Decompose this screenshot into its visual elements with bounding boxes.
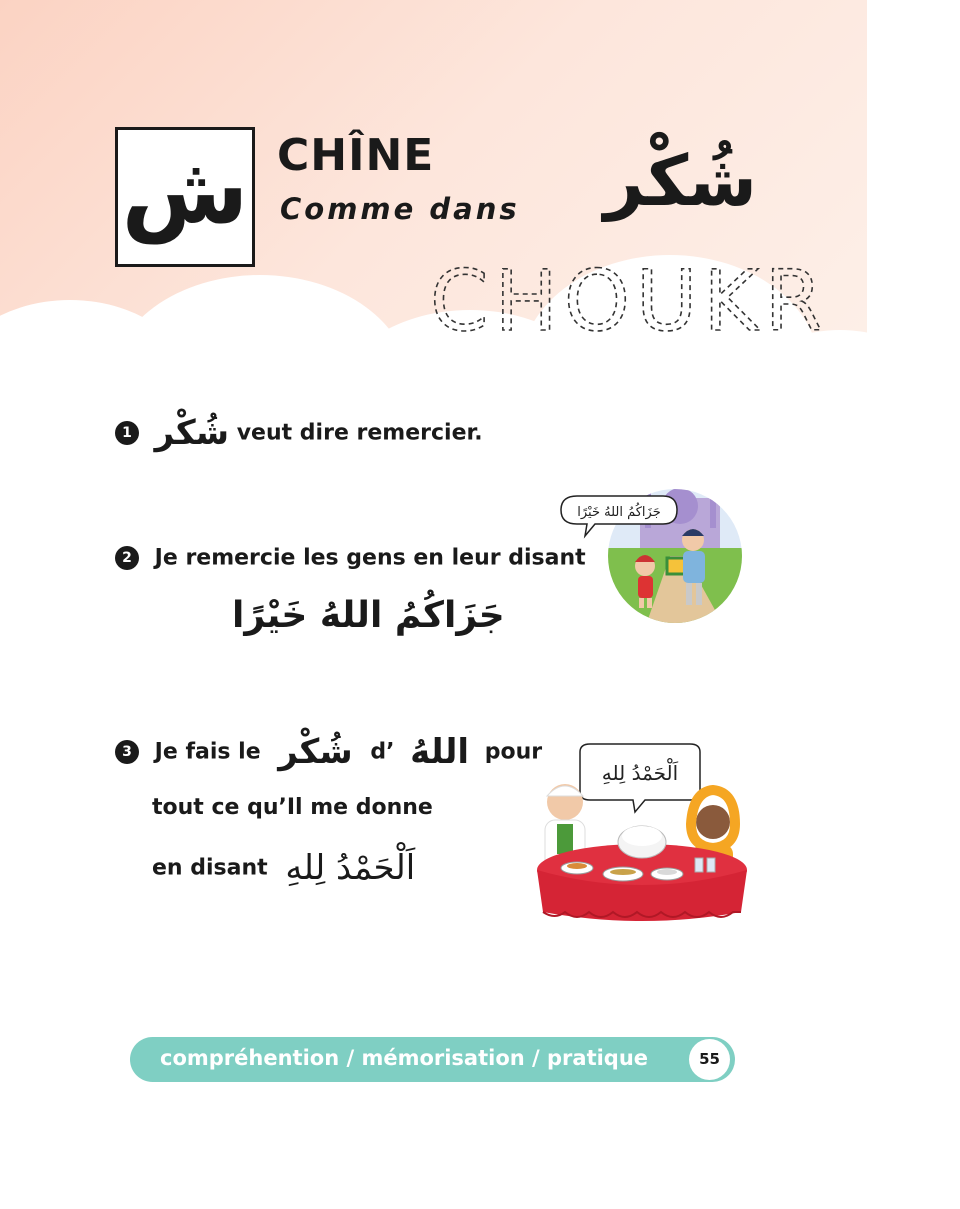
item-text: Je fais le [154,739,261,765]
item-3-line2: tout ce qu’Il me donne [152,795,433,820]
item-3-line3 [152,848,415,888]
item-text: Je remercie les gens en leur disant [154,545,586,571]
footer-label: compréhention / mémorisation / pratique [160,1046,649,1070]
item-2 [115,545,586,571]
speech-bubble-text: اَلْحَمْدُ لِلهِ [601,761,679,785]
page-number: 55 [689,1039,730,1080]
arabic-word: شُكْر [603,140,757,222]
illustration-dinner-table [535,740,750,925]
item-3 [115,732,542,772]
comme-dans-label: Comme dans [280,192,520,226]
item-number: 2 [115,546,139,570]
tracing-word [430,252,829,350]
arabic-phrase-hamd: اَلْحَمْدُ لِلهِ [285,848,416,888]
item-text: en disant [152,855,268,881]
arabic-phrase-jazakum: جَزَاكُمُ اللهُ خَيْرًا [232,595,505,636]
arabic-word-shukr: شُكْر [278,732,353,772]
item-text-d: d’ [370,739,395,765]
arabic-letter: ش [121,137,249,244]
arabic-word-shukr: شُكْر [154,413,230,453]
item-text-pour: pour [484,739,543,765]
illustration-gift-exchange [555,478,755,623]
tracing-text: CHOUKR [430,252,829,350]
letter-box [115,127,255,267]
item-number: 3 [115,740,139,764]
item-1 [115,413,483,453]
letter-name: CHÎNE [277,130,435,181]
item-text: veut dire remercier. [236,420,483,446]
speech-bubble-text: جَزَاكُمُ اللهُ خَيْرًا [577,505,661,520]
item-number: 1 [115,421,139,445]
arabic-word-allah: اللهُ [410,732,470,772]
